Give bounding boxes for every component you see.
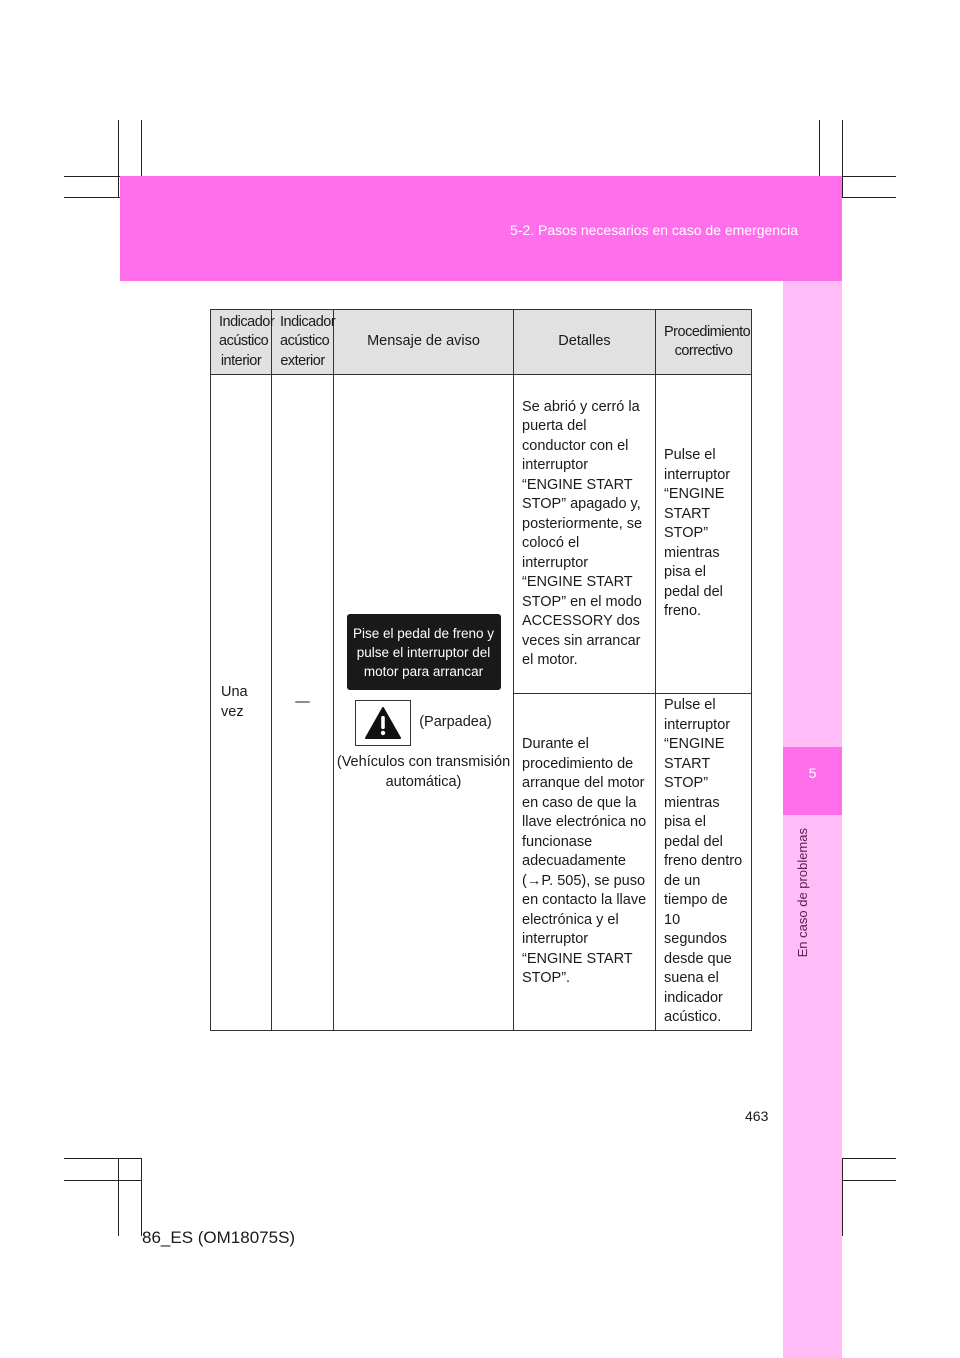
- crop-mark: [64, 1158, 142, 1159]
- header-interior-buzzer: Indicador acústico interior: [211, 310, 272, 375]
- warning-triangle-icon: [355, 700, 411, 746]
- section-header-band: [120, 176, 842, 281]
- crop-mark: [141, 1158, 142, 1236]
- crop-mark: [118, 120, 119, 198]
- procedure-cell: Pulse el interruptor “ENGINE START STOP” mientras pisa el pedal del freno dentro de un tiempo de 10 segundos desde que suena el indicador acústico.: [656, 694, 752, 1031]
- chapter-label: En caso de problemas: [795, 828, 810, 958]
- table-row: [211, 375, 752, 694]
- chapter-number: 5: [783, 747, 842, 815]
- details-cell: Durante el procedimiento de arranque del motor en caso de que la llave electrónica no funcionase adecuadamente (→P. 505), se puso en contacto la llave electrónica y el interruptor “ENGINE START STOP”.: [514, 694, 656, 1031]
- exterior-buzzer-cell: —: [272, 375, 334, 1031]
- details-cell: Se abrió y cerró la puerta del conductor con el interruptor “ENGINE START STOP” apagado y, posteriormente, se colocó el interruptor “ENGINE START STOP” en el modo ACCESSORY dos veces sin arrancar el motor.: [514, 375, 656, 694]
- table-header-row: [211, 310, 752, 375]
- vehicle-note: (Vehículos con transmisión automática): [336, 753, 511, 790]
- header-details: Detalles: [514, 310, 656, 375]
- crop-mark: [118, 1158, 119, 1236]
- crop-mark: [842, 1158, 843, 1236]
- blink-status: (Parpadea): [419, 713, 492, 730]
- section-title: 5-2. Pasos necesarios en caso de emergencia: [510, 222, 798, 238]
- buzzer-warning-table: [210, 309, 752, 1031]
- interior-buzzer-cell: Una vez: [211, 375, 272, 1031]
- page-number: 463: [745, 1108, 769, 1124]
- header-corrective-procedure: Procedimiento correctivo: [656, 310, 752, 375]
- chapter-side-tab: [783, 281, 842, 1358]
- header-exterior-buzzer: Indicador acústico exterior: [272, 310, 334, 375]
- procedure-cell: Pulse el interruptor “ENGINE START STOP” mientras pisa el pedal del freno.: [656, 375, 752, 694]
- warning-indicator: [334, 700, 513, 746]
- crop-mark: [842, 120, 843, 198]
- document-code: 86_ES (OM18075S): [142, 1228, 296, 1247]
- warning-message-cell: [334, 375, 514, 1031]
- message-display: Pise el pedal de freno y pulse el interruptor del motor para arrancar: [347, 614, 501, 690]
- crop-mark: [64, 1180, 142, 1181]
- header-warning-message: Mensaje de aviso: [334, 310, 514, 375]
